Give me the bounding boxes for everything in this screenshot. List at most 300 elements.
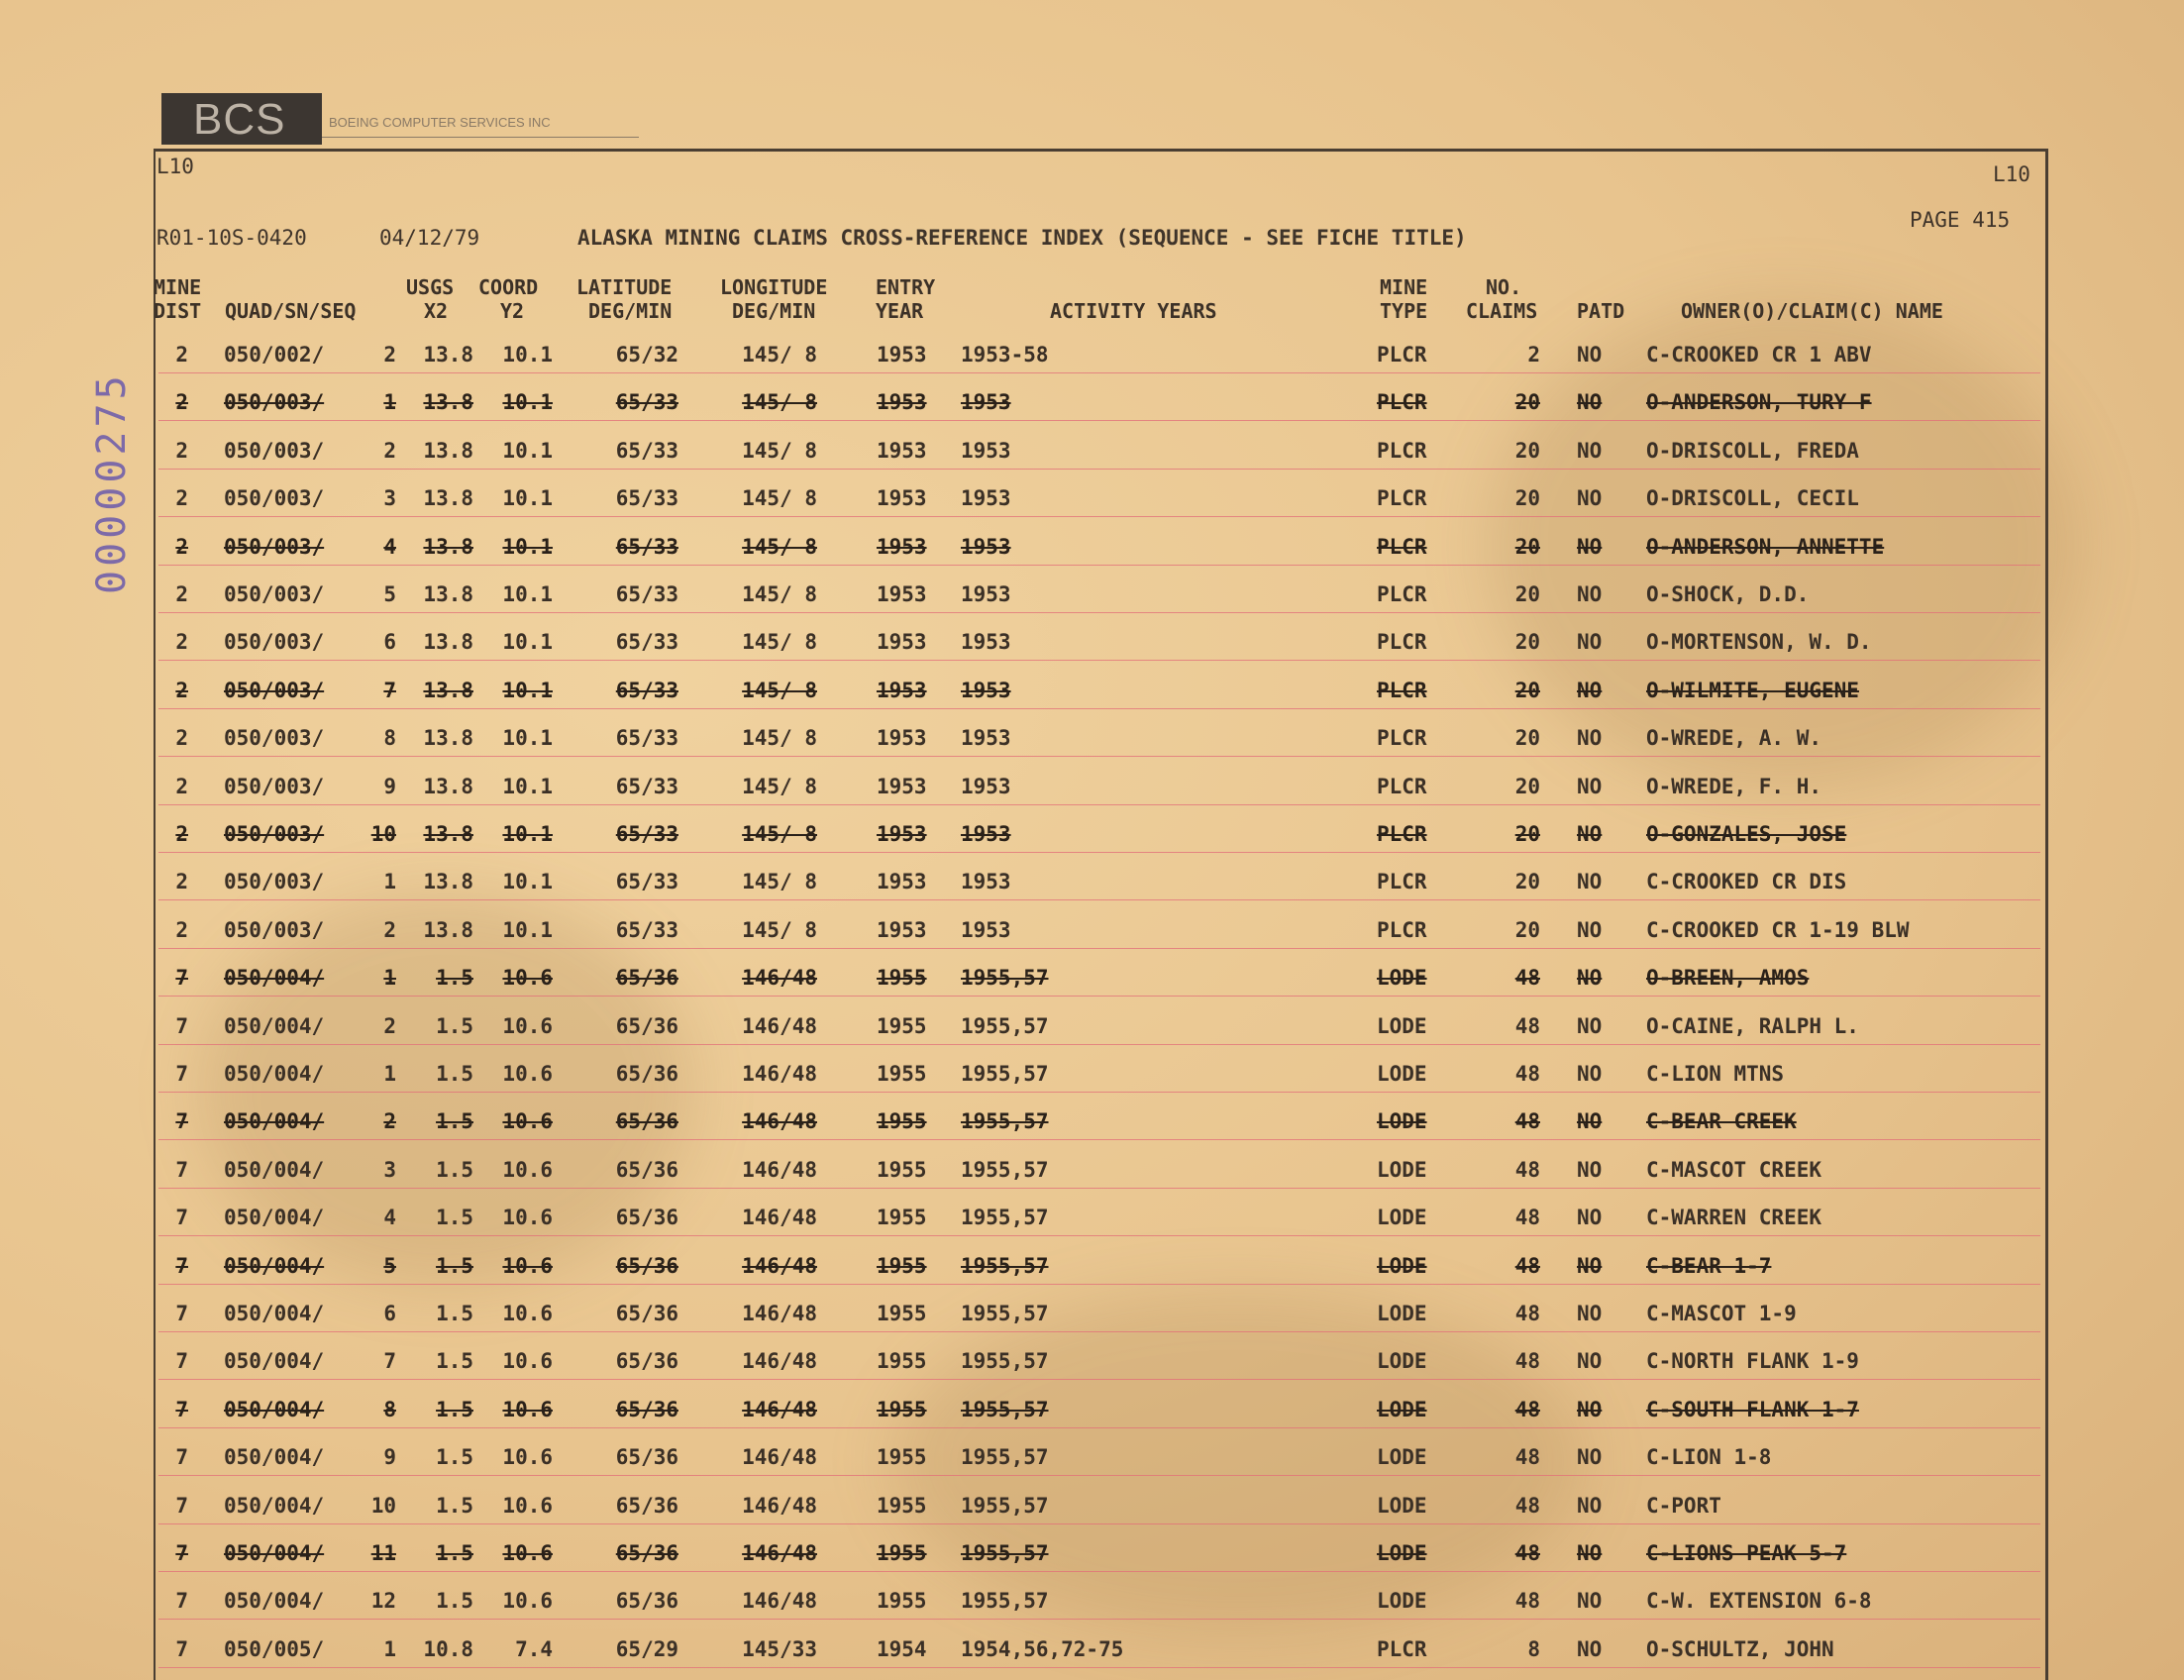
cell-dist: 2 bbox=[175, 870, 188, 893]
cell-lon: 146/48 bbox=[742, 1541, 817, 1565]
cell-entry: 1953 bbox=[877, 439, 927, 463]
cell-lat: 65/36 bbox=[615, 1589, 678, 1613]
cell-x2: 13.8 bbox=[423, 535, 473, 559]
cell-type: LODE bbox=[1377, 1206, 1427, 1229]
cell-claims: 20 bbox=[1514, 390, 1540, 414]
cell-lat: 65/33 bbox=[615, 486, 678, 510]
ruled-line bbox=[158, 1475, 2040, 1476]
cell-activity: 1953 bbox=[961, 630, 1011, 654]
cell-claims: 48 bbox=[1514, 1206, 1540, 1229]
cell-claims: 2 bbox=[1527, 343, 1540, 367]
table-row bbox=[0, 726, 2184, 774]
cell-seq: 3 bbox=[383, 486, 396, 510]
cell-claims: 20 bbox=[1514, 822, 1540, 846]
cell-lon: 146/48 bbox=[742, 1349, 817, 1373]
cell-quad: 050/004/ bbox=[224, 1158, 325, 1182]
cell-entry: 1955 bbox=[877, 1494, 927, 1518]
cell-claims: 48 bbox=[1514, 1589, 1540, 1613]
header-activity-years: ACTIVITY YEARS bbox=[1050, 299, 1217, 323]
ruled-line bbox=[158, 1619, 2040, 1620]
company-underline bbox=[322, 137, 639, 138]
cell-lon: 145/ 8 bbox=[742, 775, 817, 798]
cell-patd: NO bbox=[1577, 1541, 1603, 1565]
cell-entry: 1955 bbox=[877, 1109, 927, 1133]
cell-dist: 7 bbox=[175, 1589, 188, 1613]
header-mine-dist: MINE DIST bbox=[154, 275, 202, 323]
cell-entry: 1953 bbox=[877, 390, 927, 414]
cell-quad: 050/003/ bbox=[224, 822, 325, 846]
cell-quad: 050/003/ bbox=[224, 775, 325, 798]
cell-type: LODE bbox=[1377, 1589, 1427, 1613]
cell-activity: 1953 bbox=[961, 390, 1011, 414]
table-row bbox=[0, 1109, 2184, 1157]
report-date: 04/12/79 bbox=[379, 226, 480, 250]
cell-type: PLCR bbox=[1377, 390, 1427, 414]
cell-entry: 1953 bbox=[877, 486, 927, 510]
cell-quad: 050/003/ bbox=[224, 535, 325, 559]
cell-quad: 050/004/ bbox=[224, 1254, 325, 1278]
cell-seq: 6 bbox=[383, 630, 396, 654]
cell-activity: 1953 bbox=[961, 439, 1011, 463]
cell-entry: 1953 bbox=[877, 822, 927, 846]
cell-lat: 65/36 bbox=[615, 1206, 678, 1229]
cell-lon: 146/48 bbox=[742, 1109, 817, 1133]
cell-type: LODE bbox=[1377, 966, 1427, 990]
cell-type: PLCR bbox=[1377, 439, 1427, 463]
cell-quad: 050/004/ bbox=[224, 1302, 325, 1325]
cell-claims: 20 bbox=[1514, 486, 1540, 510]
cell-dist: 2 bbox=[175, 439, 188, 463]
cell-lat: 65/33 bbox=[615, 582, 678, 606]
table-row bbox=[0, 822, 2184, 870]
cell-name: O-SCHULTZ, JOHN bbox=[1646, 1637, 1834, 1661]
cell-type: PLCR bbox=[1377, 630, 1427, 654]
ruled-line bbox=[158, 1284, 2040, 1285]
ruled-line bbox=[158, 1235, 2040, 1236]
cell-activity: 1955,57 bbox=[961, 1494, 1049, 1518]
cell-seq: 5 bbox=[383, 1254, 396, 1278]
cell-dist: 7 bbox=[175, 1109, 188, 1133]
cell-name: C-NORTH FLANK 1-9 bbox=[1646, 1349, 1859, 1373]
cell-x2: 13.8 bbox=[423, 822, 473, 846]
cell-x2: 1.5 bbox=[436, 1398, 473, 1421]
cell-lat: 65/36 bbox=[615, 966, 678, 990]
header-quad: QUAD/SN/SEQ bbox=[225, 299, 357, 323]
header-coord-y2: COORD Y2 bbox=[478, 275, 539, 323]
cell-seq: 2 bbox=[383, 1014, 396, 1038]
cell-patd: NO bbox=[1577, 1445, 1603, 1469]
cell-claims: 20 bbox=[1514, 679, 1540, 702]
cell-lon: 145/ 8 bbox=[742, 535, 817, 559]
cell-name: C-CROOKED CR 1-19 BLW bbox=[1646, 918, 1910, 942]
cell-claims: 48 bbox=[1514, 1445, 1540, 1469]
cell-activity: 1955,57 bbox=[961, 1302, 1049, 1325]
cell-patd: NO bbox=[1577, 390, 1603, 414]
cell-entry: 1955 bbox=[877, 1589, 927, 1613]
table-row bbox=[0, 1398, 2184, 1445]
cell-entry: 1955 bbox=[877, 1014, 927, 1038]
cell-x2: 1.5 bbox=[436, 1062, 473, 1086]
cell-y2: 10.6 bbox=[502, 1014, 553, 1038]
cell-dist: 7 bbox=[175, 1494, 188, 1518]
ruled-line bbox=[158, 469, 2040, 470]
cell-lat: 65/33 bbox=[615, 439, 678, 463]
cell-x2: 1.5 bbox=[436, 1014, 473, 1038]
header-owner-claim: OWNER(O)/CLAIM(C) NAME bbox=[1681, 299, 1943, 323]
cell-lat: 65/36 bbox=[615, 1445, 678, 1469]
cell-type: LODE bbox=[1377, 1349, 1427, 1373]
cell-lon: 146/48 bbox=[742, 1062, 817, 1086]
cell-name: C-LIONS PEAK 5-7 bbox=[1646, 1541, 1847, 1565]
cell-name: C-PORT bbox=[1646, 1494, 1721, 1518]
cell-seq: 2 bbox=[383, 918, 396, 942]
cell-name: C-LION MTNS bbox=[1646, 1062, 1785, 1086]
ruled-line bbox=[158, 1044, 2040, 1045]
cell-claims: 48 bbox=[1514, 1398, 1540, 1421]
cell-patd: NO bbox=[1577, 1254, 1603, 1278]
cell-activity: 1953 bbox=[961, 486, 1011, 510]
cell-lon: 146/48 bbox=[742, 1254, 817, 1278]
table-row bbox=[0, 870, 2184, 917]
cell-x2: 13.8 bbox=[423, 390, 473, 414]
report-id: R01-10S-0420 bbox=[156, 226, 307, 250]
cell-dist: 7 bbox=[175, 1445, 188, 1469]
cell-patd: NO bbox=[1577, 1014, 1603, 1038]
cell-quad: 050/004/ bbox=[224, 1109, 325, 1133]
cell-seq: 10 bbox=[370, 822, 396, 846]
cell-x2: 1.5 bbox=[436, 1541, 473, 1565]
cell-activity: 1955,57 bbox=[961, 966, 1049, 990]
cell-dist: 7 bbox=[175, 1637, 188, 1661]
cell-dist: 2 bbox=[175, 390, 188, 414]
cell-patd: NO bbox=[1577, 1302, 1603, 1325]
cell-patd: NO bbox=[1577, 630, 1603, 654]
cell-y2: 10.1 bbox=[502, 918, 553, 942]
table-row bbox=[0, 1349, 2184, 1397]
cell-dist: 2 bbox=[175, 535, 188, 559]
left-code: L10 bbox=[156, 155, 194, 178]
cell-quad: 050/004/ bbox=[224, 1206, 325, 1229]
cell-activity: 1953-58 bbox=[961, 343, 1049, 367]
cell-claims: 48 bbox=[1514, 1062, 1540, 1086]
cell-patd: NO bbox=[1577, 775, 1603, 798]
cell-x2: 1.5 bbox=[436, 1349, 473, 1373]
cell-name: O-WILMITE, EUGENE bbox=[1646, 679, 1859, 702]
cell-lon: 146/48 bbox=[742, 1206, 817, 1229]
cell-type: LODE bbox=[1377, 1445, 1427, 1469]
cell-quad: 050/005/ bbox=[224, 1637, 325, 1661]
cell-lat: 65/36 bbox=[615, 1062, 678, 1086]
cell-dist: 7 bbox=[175, 1349, 188, 1373]
table-row bbox=[0, 630, 2184, 678]
cell-dist: 7 bbox=[175, 1206, 188, 1229]
cell-y2: 10.6 bbox=[502, 1206, 553, 1229]
cell-name: O-WREDE, F. H. bbox=[1646, 775, 1822, 798]
ruled-line bbox=[158, 996, 2040, 997]
cell-activity: 1955,57 bbox=[961, 1349, 1049, 1373]
ruled-line bbox=[158, 516, 2040, 517]
cell-type: PLCR bbox=[1377, 582, 1427, 606]
cell-dist: 7 bbox=[175, 1302, 188, 1325]
cell-seq: 1 bbox=[383, 390, 396, 414]
cell-seq: 9 bbox=[383, 775, 396, 798]
cell-seq: 11 bbox=[370, 1541, 396, 1565]
ruled-line bbox=[158, 1667, 2040, 1668]
table-row bbox=[0, 343, 2184, 390]
cell-quad: 050/002/ bbox=[224, 343, 325, 367]
cell-type: PLCR bbox=[1377, 822, 1427, 846]
ruled-line bbox=[158, 1331, 2040, 1332]
cell-claims: 48 bbox=[1514, 1302, 1540, 1325]
header-longitude: LONGITUDE DEG/MIN bbox=[720, 275, 828, 323]
cell-claims: 20 bbox=[1514, 726, 1540, 750]
cell-lon: 145/ 8 bbox=[742, 439, 817, 463]
cell-type: LODE bbox=[1377, 1158, 1427, 1182]
cell-name: O-SHOCK, D.D. bbox=[1646, 582, 1810, 606]
cell-patd: NO bbox=[1577, 1349, 1603, 1373]
cell-name: O-ANDERSON, ANNETTE bbox=[1646, 535, 1885, 559]
right-code: L10 bbox=[1993, 162, 2030, 186]
cell-seq: 9 bbox=[383, 1445, 396, 1469]
table-row bbox=[0, 1541, 2184, 1589]
cell-lon: 146/48 bbox=[742, 1494, 817, 1518]
ruled-line bbox=[158, 1188, 2040, 1189]
ruled-line bbox=[158, 1092, 2040, 1093]
cell-lat: 65/36 bbox=[615, 1541, 678, 1565]
cell-x2: 10.8 bbox=[423, 1637, 473, 1661]
cell-y2: 10.6 bbox=[502, 1398, 553, 1421]
ruled-line bbox=[158, 612, 2040, 613]
cell-seq: 1 bbox=[383, 966, 396, 990]
cell-claims: 20 bbox=[1514, 630, 1540, 654]
ruled-line bbox=[158, 804, 2040, 805]
cell-name: C-LION 1-8 bbox=[1646, 1445, 1772, 1469]
cell-activity: 1955,57 bbox=[961, 1062, 1049, 1086]
cell-entry: 1955 bbox=[877, 966, 927, 990]
ruled-line bbox=[158, 660, 2040, 661]
cell-seq: 6 bbox=[383, 1302, 396, 1325]
cell-seq: 8 bbox=[383, 726, 396, 750]
cell-activity: 1955,57 bbox=[961, 1158, 1049, 1182]
cell-name: C-WARREN CREEK bbox=[1646, 1206, 1822, 1229]
cell-activity: 1953 bbox=[961, 822, 1011, 846]
cell-lat: 65/36 bbox=[615, 1158, 678, 1182]
cell-lat: 65/36 bbox=[615, 1014, 678, 1038]
cell-seq: 1 bbox=[383, 1062, 396, 1086]
cell-y2: 10.6 bbox=[502, 1062, 553, 1086]
cell-patd: NO bbox=[1577, 870, 1603, 893]
cell-x2: 1.5 bbox=[436, 1206, 473, 1229]
cell-dist: 2 bbox=[175, 726, 188, 750]
cell-patd: NO bbox=[1577, 1158, 1603, 1182]
cell-lat: 65/36 bbox=[615, 1494, 678, 1518]
cell-x2: 13.8 bbox=[423, 343, 473, 367]
cell-seq: 2 bbox=[383, 1109, 396, 1133]
cell-seq: 1 bbox=[383, 870, 396, 893]
report-title: ALASKA MINING CLAIMS CROSS-REFERENCE INDEX (SEQUENCE - SEE FICHE TITLE) bbox=[577, 226, 1467, 250]
cell-patd: NO bbox=[1577, 1589, 1603, 1613]
cell-patd: NO bbox=[1577, 822, 1603, 846]
cell-quad: 050/003/ bbox=[224, 918, 325, 942]
cell-dist: 7 bbox=[175, 1398, 188, 1421]
cell-claims: 48 bbox=[1514, 1254, 1540, 1278]
cell-lon: 145/ 8 bbox=[742, 822, 817, 846]
cell-claims: 48 bbox=[1514, 1494, 1540, 1518]
table-row bbox=[0, 1206, 2184, 1253]
cell-seq: 7 bbox=[383, 679, 396, 702]
cell-entry: 1955 bbox=[877, 1398, 927, 1421]
cell-activity: 1955,57 bbox=[961, 1541, 1049, 1565]
cell-activity: 1953 bbox=[961, 775, 1011, 798]
cell-patd: NO bbox=[1577, 486, 1603, 510]
cell-type: PLCR bbox=[1377, 535, 1427, 559]
cell-lon: 145/ 8 bbox=[742, 582, 817, 606]
cell-seq: 7 bbox=[383, 1349, 396, 1373]
cell-lat: 65/33 bbox=[615, 870, 678, 893]
cell-entry: 1955 bbox=[877, 1062, 927, 1086]
ruled-line bbox=[158, 708, 2040, 709]
cell-lat: 65/36 bbox=[615, 1302, 678, 1325]
cell-claims: 48 bbox=[1514, 1349, 1540, 1373]
ruled-line bbox=[158, 852, 2040, 853]
cell-lon: 146/48 bbox=[742, 1398, 817, 1421]
cell-quad: 050/003/ bbox=[224, 870, 325, 893]
cell-patd: NO bbox=[1577, 439, 1603, 463]
cell-patd: NO bbox=[1577, 343, 1603, 367]
cell-lon: 145/ 8 bbox=[742, 630, 817, 654]
cell-entry: 1953 bbox=[877, 679, 927, 702]
cell-patd: NO bbox=[1577, 966, 1603, 990]
table-row bbox=[0, 486, 2184, 534]
cell-patd: NO bbox=[1577, 582, 1603, 606]
cell-claims: 48 bbox=[1514, 1109, 1540, 1133]
cell-activity: 1955,57 bbox=[961, 1206, 1049, 1229]
cell-type: LODE bbox=[1377, 1254, 1427, 1278]
cell-claims: 48 bbox=[1514, 1014, 1540, 1038]
cell-x2: 13.8 bbox=[423, 439, 473, 463]
cell-claims: 8 bbox=[1527, 1637, 1540, 1661]
cell-y2: 10.1 bbox=[502, 870, 553, 893]
cell-type: LODE bbox=[1377, 1109, 1427, 1133]
cell-type: LODE bbox=[1377, 1398, 1427, 1421]
table-row bbox=[0, 918, 2184, 966]
cell-activity: 1954,56,72-75 bbox=[961, 1637, 1124, 1661]
cell-name: C-BEAR 1-7 bbox=[1646, 1254, 1772, 1278]
cell-claims: 20 bbox=[1514, 439, 1540, 463]
cell-x2: 13.8 bbox=[423, 918, 473, 942]
cell-lat: 65/33 bbox=[615, 630, 678, 654]
cell-dist: 7 bbox=[175, 966, 188, 990]
cell-x2: 1.5 bbox=[436, 1589, 473, 1613]
cell-entry: 1955 bbox=[877, 1158, 927, 1182]
cell-x2: 13.8 bbox=[423, 486, 473, 510]
cell-activity: 1953 bbox=[961, 870, 1011, 893]
company-logo-letters: BCS bbox=[193, 95, 286, 144]
cell-lat: 65/33 bbox=[615, 390, 678, 414]
cell-activity: 1955,57 bbox=[961, 1445, 1049, 1469]
cell-y2: 10.6 bbox=[502, 966, 553, 990]
cell-x2: 1.5 bbox=[436, 1254, 473, 1278]
cell-activity: 1953 bbox=[961, 582, 1011, 606]
cell-type: LODE bbox=[1377, 1062, 1427, 1086]
cell-seq: 2 bbox=[383, 439, 396, 463]
cell-lat: 65/33 bbox=[615, 679, 678, 702]
cell-activity: 1953 bbox=[961, 535, 1011, 559]
cell-lat: 65/36 bbox=[615, 1109, 678, 1133]
cell-name: C-CROOKED CR DIS bbox=[1646, 870, 1847, 893]
cell-name: C-MASCOT CREEK bbox=[1646, 1158, 1822, 1182]
cell-lat: 65/33 bbox=[615, 918, 678, 942]
header-claims: NO. CLAIMS bbox=[1466, 275, 1538, 323]
ruled-line bbox=[158, 1571, 2040, 1572]
table-row bbox=[0, 390, 2184, 438]
company-name: BOEING COMPUTER SERVICES INC bbox=[329, 115, 551, 130]
cell-dist: 7 bbox=[175, 1158, 188, 1182]
cell-type: PLCR bbox=[1377, 918, 1427, 942]
table-row bbox=[0, 439, 2184, 486]
cell-quad: 050/003/ bbox=[224, 390, 325, 414]
cell-claims: 20 bbox=[1514, 535, 1540, 559]
cell-seq: 4 bbox=[383, 1206, 396, 1229]
cell-y2: 10.1 bbox=[502, 390, 553, 414]
cell-patd: NO bbox=[1577, 1494, 1603, 1518]
cell-x2: 13.8 bbox=[423, 582, 473, 606]
cell-y2: 10.1 bbox=[502, 679, 553, 702]
cell-entry: 1955 bbox=[877, 1541, 927, 1565]
cell-dist: 7 bbox=[175, 1254, 188, 1278]
cell-claims: 48 bbox=[1514, 966, 1540, 990]
cell-y2: 7.4 bbox=[515, 1637, 553, 1661]
cell-lon: 145/ 8 bbox=[742, 918, 817, 942]
cell-quad: 050/004/ bbox=[224, 1349, 325, 1373]
cell-patd: NO bbox=[1577, 535, 1603, 559]
table-row bbox=[0, 582, 2184, 630]
cell-quad: 050/004/ bbox=[224, 1494, 325, 1518]
table-row bbox=[0, 1589, 2184, 1636]
cell-y2: 10.6 bbox=[502, 1445, 553, 1469]
cell-entry: 1955 bbox=[877, 1445, 927, 1469]
table-row bbox=[0, 1158, 2184, 1206]
cell-y2: 10.1 bbox=[502, 582, 553, 606]
cell-quad: 050/003/ bbox=[224, 486, 325, 510]
cell-quad: 050/004/ bbox=[224, 1062, 325, 1086]
cell-y2: 10.1 bbox=[502, 726, 553, 750]
cell-claims: 20 bbox=[1514, 918, 1540, 942]
table-row bbox=[0, 966, 2184, 1013]
table-row bbox=[0, 1062, 2184, 1109]
cell-activity: 1955,57 bbox=[961, 1014, 1049, 1038]
cell-claims: 20 bbox=[1514, 775, 1540, 798]
cell-entry: 1953 bbox=[877, 343, 927, 367]
cell-seq: 3 bbox=[383, 1158, 396, 1182]
cell-name: O-CAINE, RALPH L. bbox=[1646, 1014, 1859, 1038]
cell-dist: 2 bbox=[175, 775, 188, 798]
cell-y2: 10.1 bbox=[502, 630, 553, 654]
cell-lat: 65/36 bbox=[615, 1254, 678, 1278]
ruled-line bbox=[158, 420, 2040, 421]
cell-activity: 1953 bbox=[961, 679, 1011, 702]
cell-entry: 1955 bbox=[877, 1349, 927, 1373]
table-row bbox=[0, 1302, 2184, 1349]
cell-dist: 2 bbox=[175, 343, 188, 367]
table-row bbox=[0, 1494, 2184, 1541]
cell-lon: 145/ 8 bbox=[742, 486, 817, 510]
cell-quad: 050/004/ bbox=[224, 966, 325, 990]
cell-seq: 12 bbox=[370, 1589, 396, 1613]
ruled-line bbox=[158, 1139, 2040, 1140]
header-usgs-x2: USGS X2 bbox=[406, 275, 455, 323]
cell-quad: 050/004/ bbox=[224, 1589, 325, 1613]
